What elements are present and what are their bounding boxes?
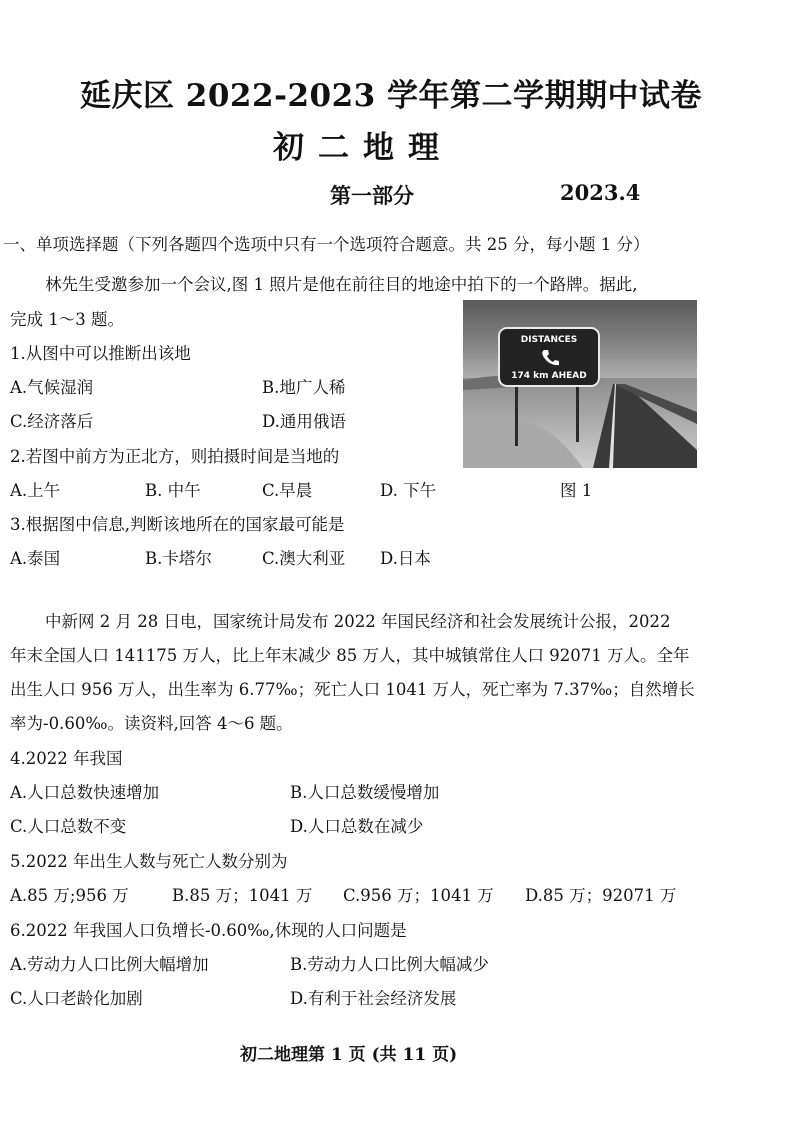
q2-option-a: A.上午 xyxy=(10,481,61,500)
q5-stem: 5.2022 年出生人数与死亡人数分别为 xyxy=(10,852,288,871)
q4-option-d: D.人口总数在减少 xyxy=(290,817,424,836)
sign-text-distances: DISTANCES xyxy=(520,335,578,345)
q5-option-c: C.956 万；1041 万 xyxy=(343,886,494,905)
exam-title: 延庆区 2022-2023 学年第二学期期中试卷 xyxy=(80,78,703,114)
part-label: 第一部分 xyxy=(330,183,414,208)
q1-option-a: A.气候湿润 xyxy=(10,378,94,397)
passage2-line1: 中新网 2 月 28 日电，国家统计局发布 2022 年国民经济和社会发展统计公报，2022 xyxy=(45,612,671,631)
subject-title: 初二地理 xyxy=(273,130,453,166)
q4-option-c: C.人口总数不变 xyxy=(10,817,127,836)
q5-option-a: A.85 万;956 万 xyxy=(10,886,129,905)
q4-option-a: A.人口总数快速增加 xyxy=(10,783,160,802)
q6-option-d: D.有利于社会经济发展 xyxy=(290,989,457,1008)
q2-stem: 2.若图中前方为正北方，则拍摄时间是当地的 xyxy=(10,447,340,466)
figure1-caption: 图 1 xyxy=(560,481,593,500)
page-footer: 初二地理第 1 页 (共 11 页) xyxy=(240,1045,458,1065)
passage1-line1: 林先生受邀参加一个会议,图 1 照片是他在前往目的地途中拍下的一个路牌。据此, xyxy=(45,275,638,294)
q4-stem: 4.2022 年我国 xyxy=(10,749,123,768)
section-heading: 一、单项选择题（下列各题四个选项中只有一个选项符合题意。共 25 分，每小题 1 分） xyxy=(3,235,650,254)
sign-text-ahead: 174 km AHEAD xyxy=(511,371,587,381)
exam-date: 2023.4 xyxy=(560,180,641,205)
q3-option-a: A.泰国 xyxy=(10,549,61,568)
q3-stem: 3.根据图中信息,判断该地所在的国家最可能是 xyxy=(10,515,345,534)
q3-option-c: C.澳大利亚 xyxy=(262,549,346,568)
passage1-line2: 完成 1～3 题。 xyxy=(10,310,124,329)
q2-option-b: B. 中午 xyxy=(145,481,201,500)
passage2-line4: 率为-0.60‰。读资料,回答 4～6 题。 xyxy=(10,714,293,733)
q5-option-b: B.85 万；1041 万 xyxy=(172,886,313,905)
q2-option-c: C.早晨 xyxy=(262,481,313,500)
q1-option-d: D.通用俄语 xyxy=(262,412,346,431)
q6-option-b: B.劳动力人口比例大幅减少 xyxy=(290,955,489,974)
q3-option-d: D.日本 xyxy=(380,549,431,568)
q6-option-c: C.人口老龄化加剧 xyxy=(10,989,143,1008)
q2-option-d: D. 下午 xyxy=(380,481,437,500)
q1-option-c: C.经济落后 xyxy=(10,412,94,431)
q4-option-b: B.人口总数缓慢增加 xyxy=(290,783,440,802)
q3-option-b: B.卡塔尔 xyxy=(145,549,212,568)
q1-stem: 1.从图中可以推断出该地 xyxy=(10,344,191,363)
passage2-line2: 年末全国人口 141175 万人，比上年末减少 85 万人，其中城镇常住人口 92071 万人。全年 xyxy=(10,646,690,665)
q6-option-a: A.劳动力人口比例大幅增加 xyxy=(10,955,209,974)
q6-stem: 6.2022 年我国人口负增长-0.60‰,休现的人口问题是 xyxy=(10,921,407,940)
passage2-line3: 出生人口 956 万人，出生率为 6.77‰；死亡人口 1041 万人，死亡率为 7.37‰；自然增长 xyxy=(10,680,695,699)
figure1-photo xyxy=(463,300,697,468)
q1-option-b: B.地广人稀 xyxy=(262,378,346,397)
q5-option-d: D.85 万；92071 万 xyxy=(525,886,677,905)
